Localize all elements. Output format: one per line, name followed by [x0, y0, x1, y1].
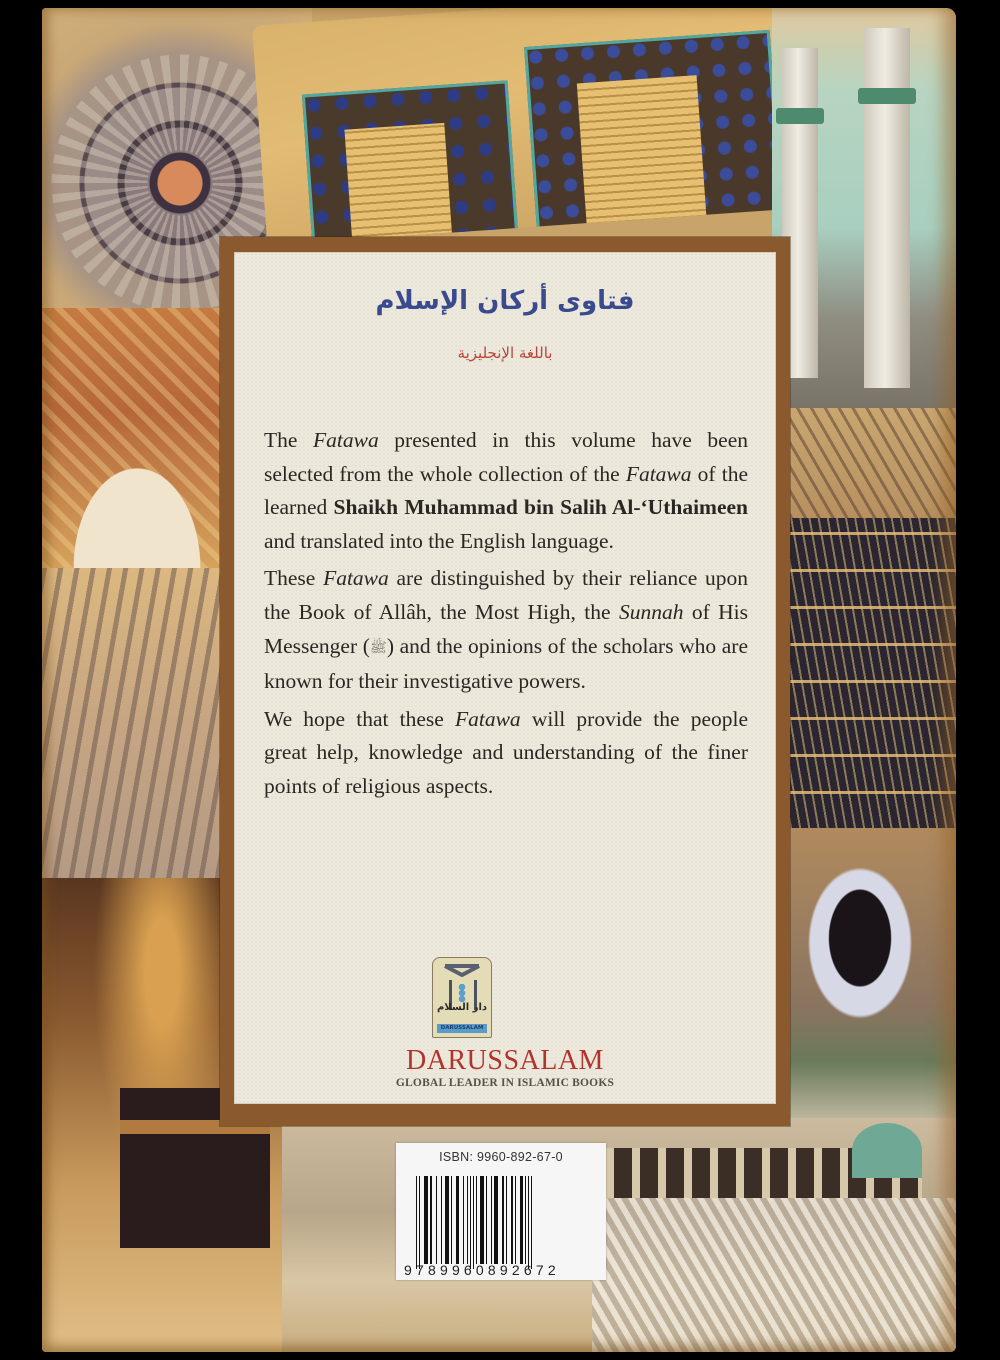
blurb	[264, 424, 748, 808]
italic-term: Fatawa	[313, 428, 379, 452]
text-segment: of the learned	[264, 461, 748, 520]
italic-term: Fatawa	[323, 566, 389, 591]
italic-term: Fatawa	[625, 461, 692, 486]
tents-field	[592, 1198, 956, 1352]
italic-term: Fatawa	[454, 706, 521, 731]
minaret	[864, 28, 910, 388]
masjid-aerial-image	[282, 1118, 956, 1352]
text-segment: presented in this volume have been selected from the whole collection of the	[264, 428, 748, 486]
text-segment: will provide the people great help, knowledge and understanding of the finer points of religious aspects.	[264, 706, 749, 798]
carved-stone-calligraphy-image	[42, 568, 222, 888]
isbn-label: ISBN: 9960-892-67-0	[439, 1150, 563, 1164]
text-segment: We hope that these	[264, 706, 455, 731]
publisher-tagline: GLOBAL LEADER IN ISLAMIC BOOKS	[395, 1077, 615, 1089]
text-segment: of His Messenger (	[264, 599, 748, 658]
ornamental-arch-image	[42, 308, 222, 568]
salawat-symbol-icon: ﷺ	[369, 640, 387, 656]
author-name: Shaikh Muhammad bin Salih Al-‘Uthaimeen	[333, 495, 748, 520]
arabic-subtitle: باللغة الإنجليزية	[457, 344, 553, 362]
green-dome	[852, 1123, 922, 1178]
text-segment: These	[264, 566, 324, 591]
text-segment: are distinguished by their reliance upon the Book of Allâh, the Most High, the	[264, 566, 749, 624]
barcode-bars	[416, 1176, 598, 1269]
ean-digits: 9789960892672	[404, 1262, 560, 1278]
blurb-paragraph-1	[264, 424, 748, 558]
blurb-paragraph-2	[264, 562, 748, 698]
minarets-image	[772, 8, 956, 408]
black-stone-image	[790, 828, 956, 1128]
book-back-cover	[42, 8, 956, 1352]
manuscript-text-panel	[344, 123, 453, 246]
text-frame	[220, 237, 790, 1126]
kiswah-calligraphy-image	[790, 408, 956, 828]
blurb-paragraph-3	[264, 703, 748, 804]
darussalam-logo-icon	[432, 957, 492, 1038]
italic-term: Sunnah	[618, 599, 684, 624]
text-segment: and translated into the English language.	[264, 528, 614, 553]
arabic-title: فتاوى أركان الإسلام	[375, 286, 635, 316]
quran-manuscript-image	[252, 8, 826, 245]
isbn-barcode	[396, 1143, 606, 1280]
manuscript-text-panel	[577, 75, 707, 233]
publisher-name: DARUSSALAM	[406, 1045, 604, 1076]
logo-arabic-text: دار السلام	[436, 1002, 488, 1013]
thuluth-calligraphy	[790, 408, 956, 518]
logo-band-text: DARUSSALAM	[437, 1024, 487, 1033]
text-segment: The	[264, 428, 314, 452]
text-segment: ) and the opinions of the scholars who are known for their investigative powers.	[264, 633, 748, 694]
text-panel	[234, 252, 776, 1104]
